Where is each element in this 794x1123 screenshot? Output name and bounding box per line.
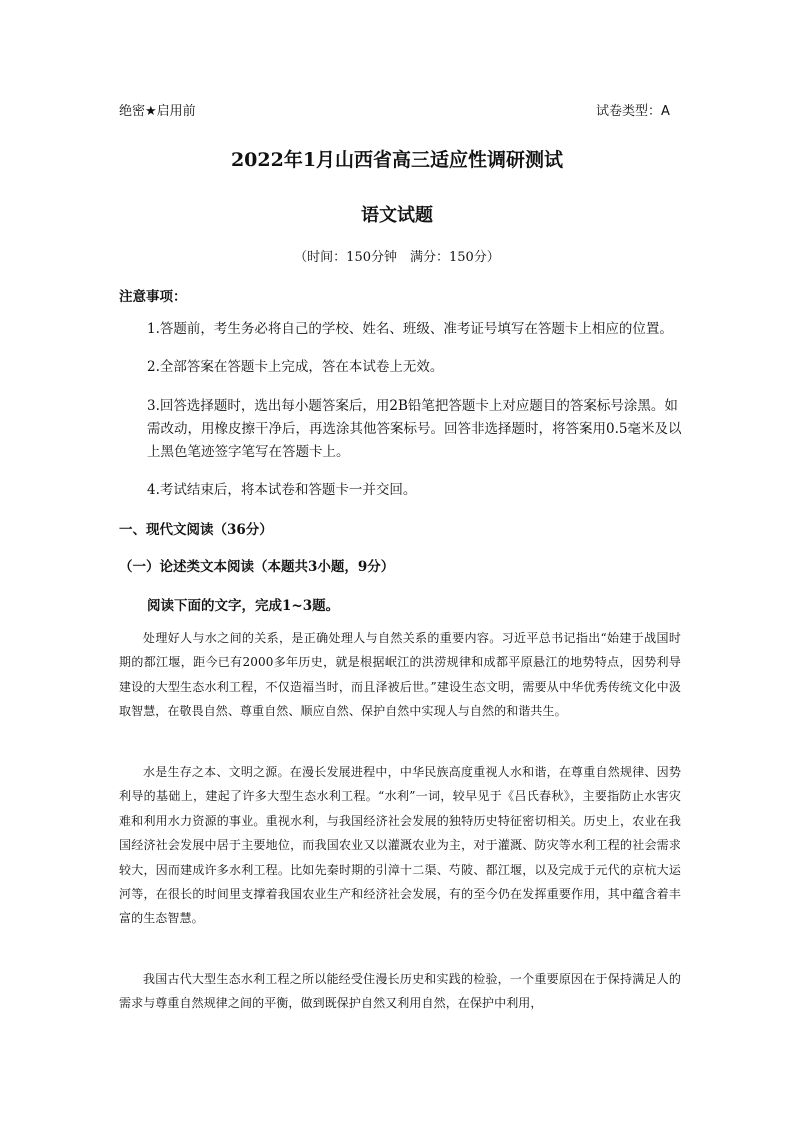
passage-paragraph-3 <box>119 967 681 1016</box>
passage-paragraph-1 <box>119 626 681 724</box>
paragraph-text: 我国古代大型生态水利工程之所以能经受住漫长历史和实践的检验，一个重要原因在于保持满足人的需求与尊重自然规律之间的平衡，做到既保护自然又利用自然，在保护中利用， <box>119 972 681 1011</box>
notice-heading: 注意事项： <box>119 289 187 305</box>
time-score-info: （时间：150分钟 满分：150分） <box>294 250 500 265</box>
confidential-label: 绝密★启用前 <box>119 104 196 119</box>
reading-instruction: 阅读下面的文字，完成1~3题。 <box>147 598 340 614</box>
passage-paragraph-2 <box>119 760 681 931</box>
notice-item-3: 3.回答选择题时，选出每小题答案后，用2B铅笔把答题卡上对应题目的答案标号涂黑。如需改动，用橡皮擦干净后，再选涂其他答案标号。回答非选择题时，将答案用0.5毫米及以上黑色笔迹签字笔写在答题卡上。 <box>147 398 682 460</box>
section-heading-modern-reading: 一、现代文阅读（36分） <box>119 522 273 538</box>
notice-item-1: 1.答题前，考生务必将自己的学校、姓名、班级、准考证号填写在答题卡上相应的位置。 <box>147 321 673 337</box>
subject-title: 语文试题 <box>361 205 433 226</box>
paper-type-label: 试卷类型：A <box>596 104 670 119</box>
notice-item-2: 2.全部答案在答题卡上完成，答在本试卷上无效。 <box>147 359 444 375</box>
paragraph-text: 处理好人与水之间的关系，是正确处理人与自然关系的重要内容。习近平总书记指出“始建于战国时期的都江堰，距今已有2000多年历史，就是根据岷江的洪涝规律和成都平原悬江的地势特点，因势利导建设的大型生态水利工程，不仅造福当时，而且泽被后世。”建设生态文明，需要从中华优秀传统文化中汲取智慧，在敬畏自然、尊重自然、顺应自然、保护自然中实现人与自然的和谐共生。 <box>119 631 681 719</box>
paragraph-text: 水是生存之本、文明之源。在漫长发展进程中，中华民族高度重视人水和谐，在尊重自然规律、因势利导的基础上，建起了许多大型生态水利工程。“水利”一词，较早见于《吕氏春秋》，主要指防止水害灾难和利用水力资源的事业。重视水利，与我国经济社会发展的独特历史特征密切相关。历史上，农业在我国经济社会发展中居于主要地位，而我国农业又以灌溉农业为主，对于灌溉、防灾等水利工程的社会需求较大，因而建成许多水利工程。比如先秦时期的引漳十二渠、芍陂、都江堰，以及完成于元代的京杭大运河等，在很长的时间里支撑着我国农业生产和经济社会发展，有的至今仍在发挥重要作用，其中蕴含着丰富的生态智慧。 <box>119 765 681 926</box>
subsection-heading-argumentative: （一）论述类文本阅读（本题共3小题，9分） <box>119 559 395 575</box>
notice-item-4: 4.考试结束后，将本试卷和答题卡一并交回。 <box>147 482 417 498</box>
exam-title: 2022年1月山西省高三适应性调研测试 <box>230 149 564 171</box>
